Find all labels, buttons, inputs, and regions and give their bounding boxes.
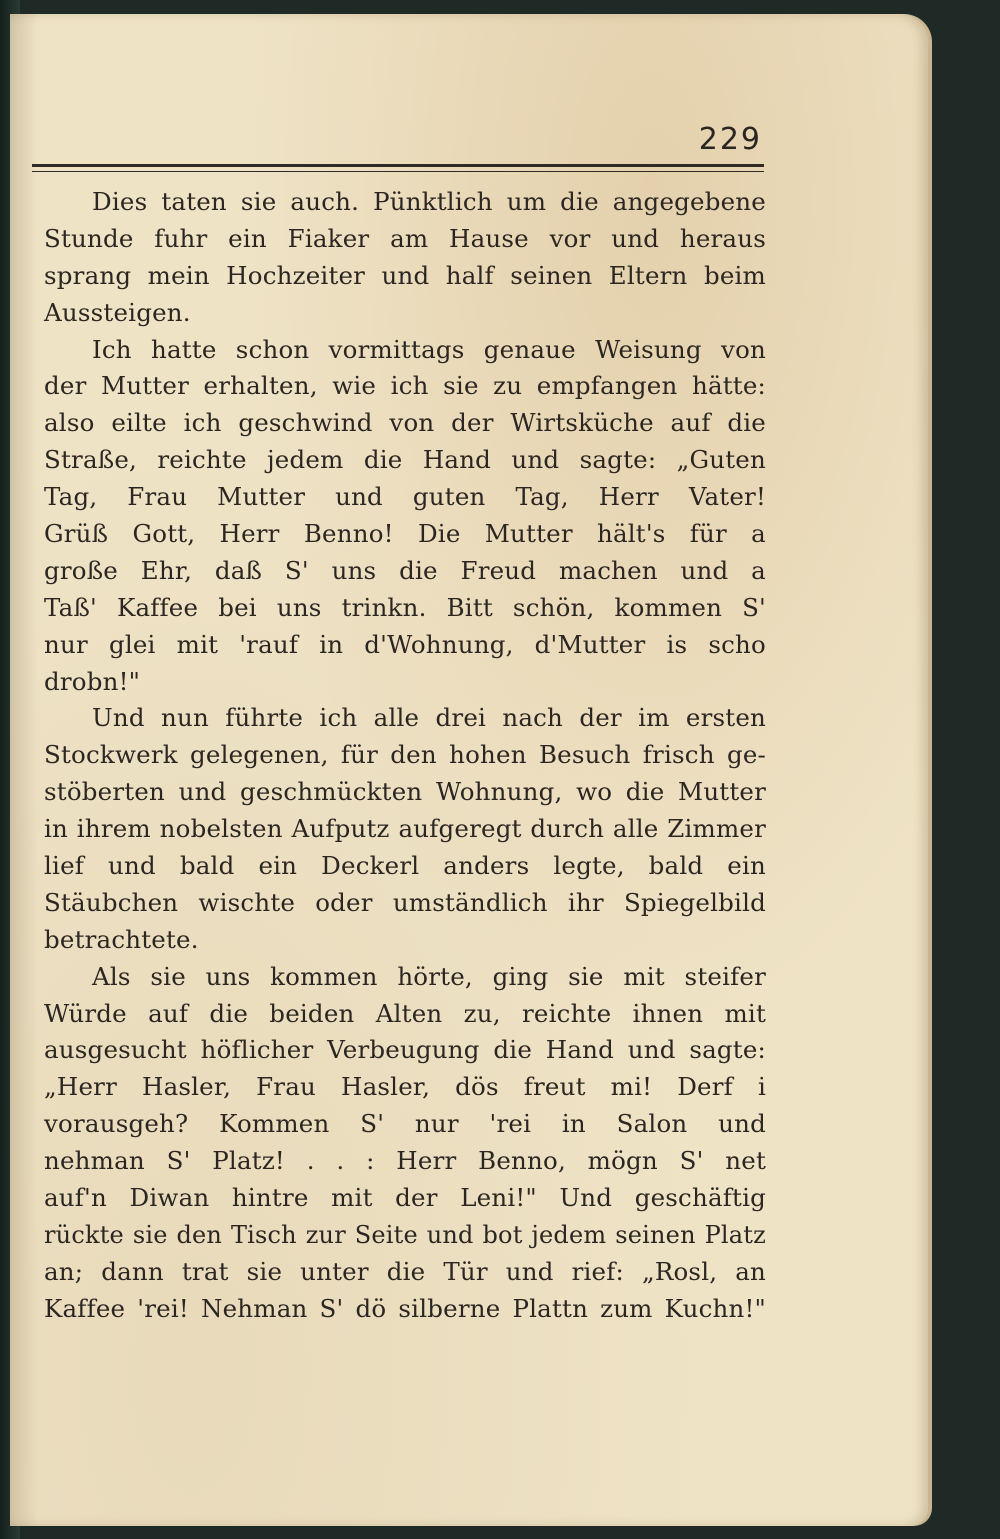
text-line: in ihrem nobelsten Aufputz aufgeregt durch alle Zimmer [44,814,766,844]
text-line: an; dann trat sie unter die Tür und rief: „Rosl, an [44,1256,766,1286]
text-line: Stockwerk gelegenen, für den hohen Besuch frisch ge- [44,740,766,770]
text-line: Stäubchen wischte oder umständlich ihr Spiegelbild [44,887,766,917]
text-line: Aussteigen. [44,297,191,327]
text-line: lief und bald ein Deckerl anders legte, bald ein [44,851,766,881]
text-line: vorausgeh? Kommen S' nur 'rei in Salon und [44,1109,766,1139]
text-line: stöberten und geschmückten Wohnung, wo die Mutter [44,777,766,807]
text-line: Straße, reichte jedem die Hand und sagte: „Guten [44,445,766,475]
page-number: 229 [698,122,762,157]
text-line: Kaffee 'rei! Nehman S' dö silberne Plattn zum Kuchn!" [44,1293,766,1323]
text-line: rückte sie den Tisch zur Seite und bot jedem seinen Platz [44,1220,766,1249]
text-line: sprang mein Hochzeiter und half seinen Eltern beim [44,260,766,290]
text-line: Tag, Frau Mutter und guten Tag, Herr Vater! [44,482,766,512]
text-line: Dies taten sie auch. Pünktlich um die angegebene [92,187,766,216]
text-line: nehman S' Platz! . . : Herr Benno, mögn S' net [44,1146,766,1176]
text-line: drobn!" [44,666,141,696]
text-line: Als sie uns kommen hörte, ging sie mit steifer [92,961,766,991]
text-line: der Mutter erhalten, wie ich sie zu empfangen hätte: [44,371,766,401]
text-line: nur glei mit 'rauf in d'Wohnung, d'Mutter is scho [44,629,766,659]
text-line: „Herr Hasler, Frau Hasler, dös freut mi! Derf i [44,1072,766,1102]
text-line: Und nun führte ich alle drei nach der im ersten [92,703,766,733]
text-line: große Ehr, daß S' uns die Freud machen und a [44,555,766,585]
book-page [10,14,928,1526]
text-line: Würde auf die beiden Alten zu, reichte ihnen mit [44,998,766,1028]
header-rule [32,164,764,172]
text-line: Ich hatte schon vormittags genaue Weisung von [92,334,766,364]
text-line: also eilte ich geschwind von der Wirtsküche auf die [44,408,766,438]
text-line: auf'n Diwan hintre mit der Leni!" Und geschäftig [44,1183,766,1213]
text-line: Stunde fuhr ein Fiaker am Hause vor und heraus [44,223,766,253]
body-text [44,184,766,1328]
text-line: betrachtete. [44,924,199,954]
text-line: Grüß Gott, Herr Benno! Die Mutter hält's für a [44,519,766,549]
text-line: ausgesucht höflicher Verbeugung die Hand und sagte: [44,1035,766,1065]
text-line: Taß' Kaffee bei uns trinkn. Bitt schön, kommen S' [44,592,766,622]
